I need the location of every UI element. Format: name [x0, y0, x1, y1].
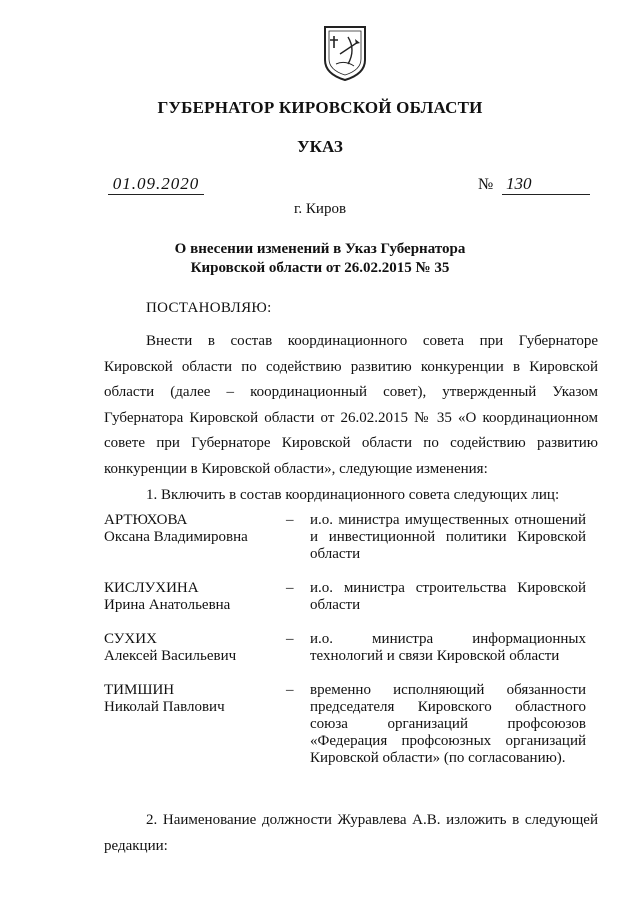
subject-title	[0, 240, 640, 278]
member-given-name: Николай Павлович	[104, 699, 225, 715]
authority-title: ГУБЕРНАТОР КИРОВСКОЙ ОБЛАСТИ	[157, 98, 483, 117]
member-given-name: Оксана Владимировна	[104, 529, 248, 545]
decree-number: 130	[502, 174, 590, 195]
member-position: временно исполняющий обязанности председателя Кировского областного союза организаций профсоюзов «Федерация профсоюзных организаций Кировской области» (по согласованию).	[310, 682, 586, 766]
decree-date: 01.09.2020	[108, 174, 204, 195]
member-name	[104, 512, 248, 546]
paragraph-item-1: 1. Включить в состав координационного совета следующих лиц:	[146, 487, 560, 503]
member-dash: –	[286, 682, 294, 698]
member-surname: ТИМШИН	[104, 682, 175, 698]
member-given-name: Алексей Васильевич	[104, 648, 237, 664]
paragraph-item-2: 2. Наименование должности Журавлева А.В. изложить в следующей редакции:	[104, 812, 598, 854]
member-name	[104, 580, 230, 614]
document-type: УКАЗ	[297, 137, 343, 156]
member-surname: КИСЛУХИНА	[104, 580, 199, 596]
city: г. Киров	[293, 201, 347, 217]
member-position: и.о. министра имущественных отношений и инвестиционной политики Кировской области	[310, 512, 586, 562]
paragraph-intro: Внести в состав координационного совета при Губернаторе Кировской области по содействию развитию конкуренции в Кировской области (далее – координационный совет), утвержденный Указом Губернатора Кировской области от 26.02.2015 № 35 «О координационном совете при Губернаторе Кировской области по содействию развитию конкуренции в Кировской области», следующие изменения:	[104, 333, 598, 477]
member-name	[104, 682, 225, 716]
member-dash: –	[286, 512, 294, 528]
member-position: и.о. министра строительства Кировской области	[310, 580, 586, 613]
member-dash: –	[286, 631, 294, 647]
member-position: и.о. министра информационных технологий и связи Кировской области	[310, 631, 586, 664]
member-surname: СУХИХ	[104, 631, 157, 647]
member-name	[104, 631, 236, 665]
member-given-name: Ирина Анатольевна	[104, 597, 231, 613]
subject-line: О внесении изменений в Указ Губернатора	[174, 241, 466, 257]
coat-of-arms-icon	[322, 24, 368, 82]
member-surname: АРТЮХОВА	[104, 512, 188, 528]
number-label: №	[478, 176, 494, 193]
decree-word: ПОСТАНОВЛЯЮ:	[146, 300, 272, 316]
member-dash: –	[286, 580, 294, 596]
subject-line: Кировской области от 26.02.2015 № 35	[190, 260, 450, 276]
